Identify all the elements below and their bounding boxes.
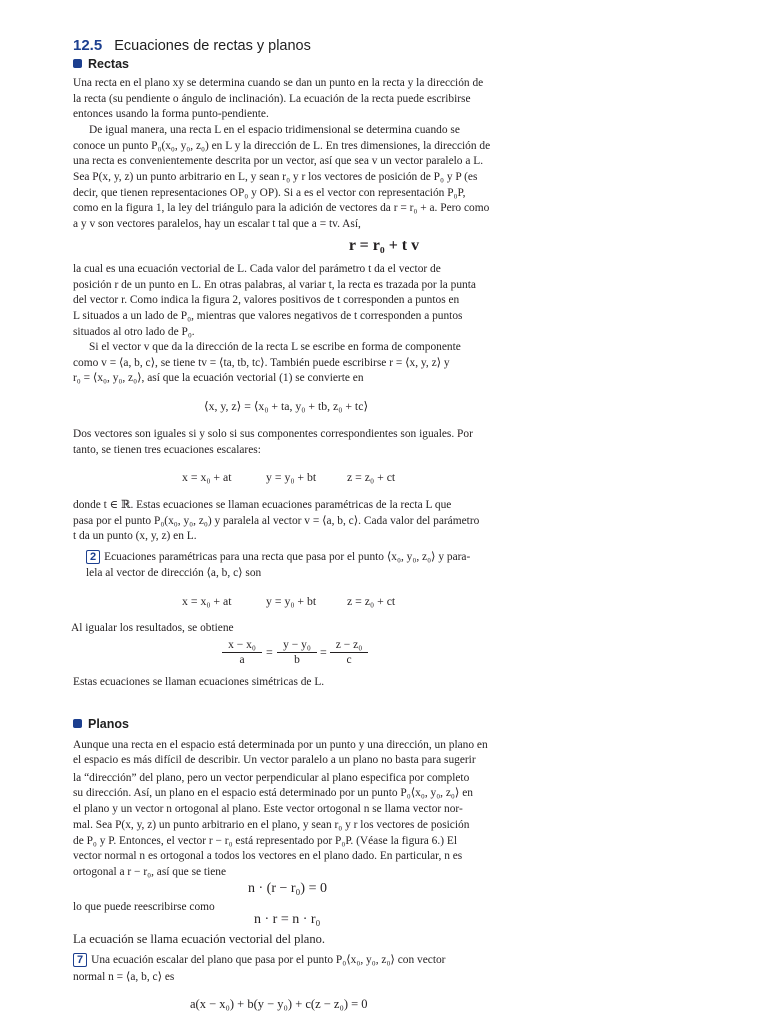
text-line: del vector r. Como indica la figura 2, valores positivos de t corresponden a puntos en (73, 294, 460, 306)
text-line: decir, que tienen representaciones OP₀ y OP). Si a es el vector con representación P₀P, (73, 187, 466, 199)
text-line: una recta es convenientemente descrita por un vector, así que sea v un vector paralelo a L. (73, 155, 484, 167)
section-heading (73, 37, 311, 54)
square-bullet-icon (73, 59, 82, 68)
fraction-z: $\frac{\text{z − z₀}}{c}$ (330, 638, 368, 668)
text-line: a y v son vectores paralelos, hay un escalar t tal que a = tv. Así, (73, 218, 361, 230)
text-line: situados al otro lado de P₀. (73, 326, 195, 338)
text-line: la recta (su pendiente o ángulo de inclinación). La ecuación de la recta puede escribirse (73, 93, 471, 105)
equation-number-badge: 7 (73, 953, 87, 967)
text-line: de P₀ y P. Entonces, el vector r − r₀ está representado por P₀P. (Véase la figura 6.) El (73, 835, 457, 847)
equals-sign: = (320, 645, 327, 659)
scalar-plane-equation: a(x − x₀) + b(y − y₀) + c(z − z₀) = 0 (190, 997, 368, 1011)
dot-product-equation: n · (r − r₀) = 0 (248, 881, 327, 896)
text-line: lo que puede reescribirse como (73, 901, 215, 913)
section-number: 12.5 (73, 37, 103, 54)
text-line: la cual es una ecuación vectorial de L. Cada valor del parámetro t da el vector de (73, 263, 441, 275)
text-line: t da un punto (x, y, z) en L. (73, 530, 197, 542)
component-equation: ⟨x, y, z⟩ = ⟨x₀ + ta, y₀ + tb, z₀ + tc⟩ (204, 399, 369, 413)
scalar-eq-z: z = z₀ + ct (347, 470, 396, 484)
text-line: conoce un punto P₀(x₀, y₀, z₀) en L y la dirección de L. En tres dimensiones, la dirección de (73, 140, 491, 152)
subheading-rectas: Rectas (73, 57, 129, 71)
equation-number-badge: 2 (86, 550, 100, 564)
text-line: mal. Sea P(x, y, z) un punto arbitrario en el plano, y sean r₀ y r los vectores de posición (73, 819, 470, 831)
text-line: como v = ⟨a, b, c⟩, se tiene tv = ⟨ta, tb, tc⟩. También puede escribirse r = ⟨x, y, z⟩ y (73, 357, 450, 369)
fraction-y: $\frac{\text{y − y₀}}{b}$ (277, 638, 317, 668)
section-title: Ecuaciones de rectas y planos (114, 38, 311, 54)
text-line: lela al vector de dirección ⟨a, b, c⟩ son (86, 567, 262, 579)
text-line: el espacio es más difícil de describir. Un vector paralelo a un plano no basta para sugerir (73, 754, 476, 766)
text-line: vector normal n es ortogonal a todos los vectores en el plano dado. En particular, n es (73, 850, 463, 862)
text-line: donde t ∈ ℝ. Estas ecuaciones se llaman ecuaciones paramétricas de la recta L que (73, 499, 452, 511)
text-line: su dirección. Así, un plano en el espacio está determinado por un punto P₀⟨x₀, y₀, z₀⟩ en (73, 787, 473, 799)
text-line: Una recta en el plano xy se determina cuando se dan un punto en la recta y la dirección de (73, 77, 484, 89)
text-line: la “dirección” del plano, pero un vector perpendicular al plano especifica por completo (73, 772, 470, 784)
scalar-eq-x: x = x₀ + at (182, 470, 232, 484)
scalar-eq-y: y = y₀ + bt (266, 470, 317, 484)
text-line: Dos vectores son iguales si y solo si sus componentes correspondientes son iguales. Por (73, 428, 473, 440)
dot-product-equation-2: n · r = n · r₀ (254, 912, 321, 927)
text-line: Estas ecuaciones se llaman ecuaciones simétricas de L. (73, 676, 325, 688)
text-line: r₀ = ⟨x₀, y₀, z₀⟩, así que la ecuación vectorial (1) se convierte en (73, 372, 364, 384)
text-line: normal n = ⟨a, b, c⟩ es (73, 971, 175, 983)
param-eq-x: x = x₀ + at (182, 594, 232, 608)
param-eq-z: z = z₀ + ct (347, 594, 396, 608)
text-line: 2 Ecuaciones paramétricas para una recta que pasa por el punto ⟨x₀, y₀, z₀⟩ y para- (86, 550, 529, 566)
text-line: Si el vector v que da la dirección de la recta L se escribe en forma de componente (89, 341, 461, 353)
subheading-planos: Planos (73, 717, 129, 731)
text-line: De igual manera, una recta L en el espacio tridimensional se determina cuando se (89, 124, 460, 136)
text-line: 7 Una ecuación escalar del plano que pasa por el punto P₀⟨x₀, y₀, z₀⟩ con vector (73, 953, 516, 969)
text-line: La ecuación se llama ecuación vectorial del plano. (73, 932, 325, 946)
fraction-x: $\frac{\text{x − x₀}}{a}$ (222, 638, 262, 668)
text-line: posición r de un punto en L. En otras palabras, al variar t, la recta es trazada por la punta (73, 279, 476, 291)
text-line: entonces usando la forma punto-pendiente. (73, 108, 269, 120)
text-line: ortogonal a r − r₀, así que se tiene (73, 866, 227, 878)
square-bullet-icon (73, 719, 82, 728)
text-line: tanto, se tienen tres ecuaciones escalares: (73, 444, 261, 456)
text-line: Al igualar los resultados, se obtiene (71, 622, 234, 634)
text-line: como en la figura 1, la ley del triángulo para la adición de vectores da r = r₀ + a. Pero como (73, 202, 490, 214)
text-line: Aunque una recta en el espacio está determinada por un punto y una dirección, un plano en (73, 739, 488, 751)
equals-sign: = (266, 645, 273, 659)
text-line: pasa por el punto P₀(x₀, y₀, z₀) y paralela al vector v = ⟨a, b, c⟩. Cada valor del parámetro (73, 515, 480, 527)
text-line: Sea P(x, y, z) un punto arbitrario en L, y sean r₀ y r los vectores de posición de P₀ y P (es (73, 171, 478, 183)
text-line: L situados a un lado de P₀, mientras que valores negativos de t corresponden a puntos (73, 310, 463, 322)
vector-equation: r = r₀ + t v (348, 237, 420, 254)
param-eq-y: y = y₀ + bt (266, 594, 317, 608)
text-line: el plano y un vector n ortogonal al plano. Este vector ortogonal n se llama vector nor- (73, 803, 463, 815)
